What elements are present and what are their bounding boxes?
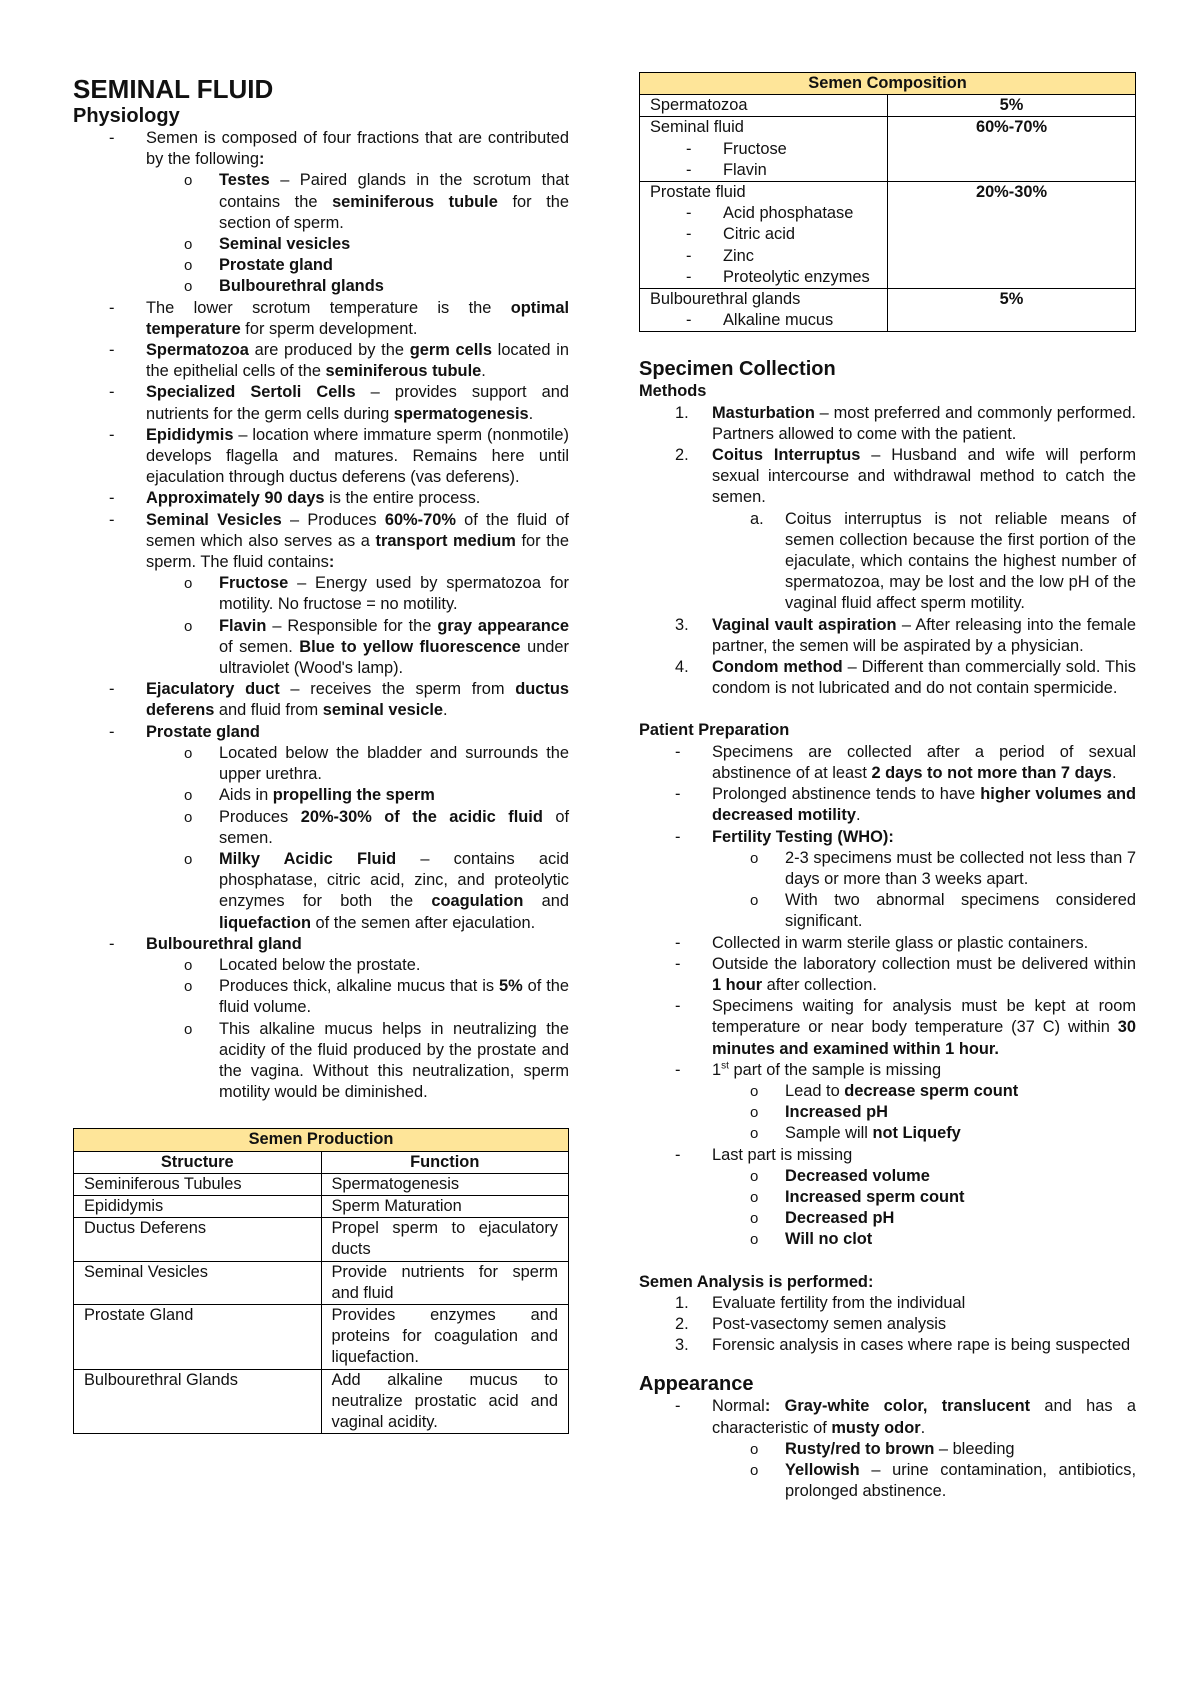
physiology-subitem-text: Located below the prostate. <box>219 955 421 974</box>
method-sublist <box>712 509 1136 615</box>
circle-bullet: o <box>750 1231 759 1249</box>
dash-bullet: - <box>686 225 692 244</box>
circle-bullet: o <box>750 1188 759 1206</box>
prep-subitem <box>639 890 1136 932</box>
method-item <box>639 445 1136 615</box>
physiology-subitem <box>73 955 569 976</box>
prep-subitem-text: Decreased pH <box>785 1209 895 1228</box>
production-row <box>74 1195 569 1217</box>
circle-bullet: o <box>184 172 193 190</box>
function-cell: Spermatogenesis <box>321 1173 569 1195</box>
production-row <box>74 1304 569 1369</box>
circle-bullet: o <box>750 1461 759 1479</box>
method-subitem-text: Coitus interruptus is not reliable means of semen collection because the first portion of the ejaculate, which contains the highest number of spermatozoa, may be lost and the low pH of the vaginal fluid affect sperm motility. <box>785 509 1136 613</box>
component-name: Spermatozoa <box>650 96 748 115</box>
physiology-subitem <box>73 255 569 276</box>
analysis-text: Post-vasectomy semen analysis <box>712 1314 947 1333</box>
physiology-subitem-text: This alkaline mucus helps in neutralizing the acidity of the fluid produced by the prostate and the vagina. Without this neutralization, sperm motility would be diminished. <box>219 1019 569 1102</box>
circle-bullet: o <box>184 744 193 762</box>
dash-bullet: - <box>109 341 115 360</box>
percentage-cell: 5% <box>888 289 1136 332</box>
physiology-item <box>73 298 569 340</box>
prep-item-text: Specimens waiting for analysis must be kept at room temperature or near body temperature (37 C) within 30 minutes and examined within 1 hour. <box>712 997 1136 1058</box>
physiology-item-text: The lower scrotum temperature is the optimal temperature for sperm development. <box>146 298 569 338</box>
dash-bullet: - <box>675 997 681 1016</box>
physiology-item <box>73 488 569 509</box>
physiology-subitem <box>73 976 569 1018</box>
physiology-subitem-text: Bulbourethral glands <box>219 277 384 296</box>
circle-bullet: o <box>750 849 759 867</box>
dash-bullet: - <box>686 311 692 330</box>
dash-bullet: - <box>686 139 692 158</box>
component-name: Bulbourethral glands <box>650 290 801 309</box>
appearance-subitem <box>639 1439 1136 1460</box>
component-subitem <box>650 203 877 224</box>
method-number: 1. <box>675 403 689 422</box>
dash-bullet: - <box>675 827 681 846</box>
physiology-subitem-text: Milky Acidic Fluid – contains acid phosphatase, citric acid, zinc, and proteolytic enzymes for both the coagulation and liquefaction of the semen after ejaculation. <box>219 849 569 932</box>
physiology-item-text: Ejaculatory duct – receives the sperm from ductus deferens and fluid from seminal vesicle. <box>146 680 569 720</box>
physiology-list <box>73 128 569 1103</box>
dash-bullet: - <box>686 267 692 286</box>
physiology-item-text: Seminal Vesicles – Produces 60%-70% of the fluid of semen which also serves as a transport medium for the sperm. The fluid contains: <box>146 510 569 572</box>
composition-row <box>640 95 1136 117</box>
prep-item-text: 1st part of the sample is missing <box>712 1060 942 1079</box>
prep-item <box>639 827 1136 933</box>
prep-subitem-text: Lead to decrease sperm count <box>785 1081 1019 1100</box>
component-subitem <box>650 224 877 245</box>
function-column-header: Function <box>321 1151 569 1173</box>
physiology-item-text: Bulbourethral gland <box>146 934 302 953</box>
physiology-subitem <box>73 234 569 255</box>
dash-bullet: - <box>109 383 115 402</box>
physiology-subitem <box>73 276 569 297</box>
appearance-subitem-text: Yellowish – urine contamination, antibiotics, prolonged abstinence. <box>785 1460 1136 1501</box>
dash-bullet: - <box>686 204 692 223</box>
physiology-subitem <box>73 573 569 615</box>
circle-bullet: o <box>184 278 193 296</box>
component-sublist <box>650 310 877 331</box>
prep-item-text: Specimens are collected after a period of sexual abstinence of at least 2 days to not more than 7 days. <box>712 742 1136 782</box>
prep-subitem <box>639 1166 1136 1187</box>
dash-bullet: - <box>109 489 115 508</box>
component-sublist <box>650 139 877 181</box>
right-column <box>639 72 1136 1502</box>
physiology-item-text: Specialized Sertoli Cells – provides support and nutrients for the germ cells during spermatogenesis. <box>146 383 569 423</box>
production-row <box>74 1218 569 1261</box>
component-subitem-text: Fructose <box>723 139 787 158</box>
physiology-subitem <box>73 807 569 849</box>
prep-item <box>639 1060 1136 1145</box>
method-subitem-letter: a. <box>750 509 764 528</box>
circle-bullet: o <box>184 850 193 868</box>
component-subitem <box>650 246 877 267</box>
component-cell <box>640 95 888 117</box>
circle-bullet: o <box>750 1210 759 1228</box>
method-text: Vaginal vault aspiration – After releasing into the female partner, the semen will be aspirated by a physician. <box>712 615 1136 655</box>
physiology-item <box>73 340 569 382</box>
dash-bullet: - <box>109 722 115 741</box>
dash-bullet: - <box>675 954 681 973</box>
prep-item <box>639 996 1136 1060</box>
methods-heading: Methods <box>639 382 707 401</box>
analysis-item <box>639 1335 1136 1356</box>
appearance-heading: Appearance <box>639 1373 754 1396</box>
circle-bullet: o <box>750 1167 759 1185</box>
prep-subitem-text: 2-3 specimens must be collected not less than 7 days or more than 3 weeks apart. <box>785 848 1136 888</box>
component-cell <box>640 117 888 182</box>
prep-subitem-text: Increased pH <box>785 1103 888 1122</box>
physiology-item <box>73 934 569 1104</box>
prep-item-text: Outside the laboratory collection must be delivered within 1 hour after collection. <box>712 954 1136 994</box>
production-row <box>74 1369 569 1434</box>
semen-composition-caption: Semen Composition <box>640 73 1136 95</box>
prep-item <box>639 784 1136 826</box>
analysis-text: Evaluate fertility from the individual <box>712 1293 966 1312</box>
appearance-item <box>639 1396 1136 1502</box>
circle-bullet: o <box>750 1440 759 1458</box>
methods-list <box>639 403 1136 700</box>
prep-subitem-text: Decreased volume <box>785 1166 930 1185</box>
physiology-subitem-text: Located below the bladder and surrounds the upper urethra. <box>219 743 569 784</box>
prep-sublist <box>712 1081 1136 1145</box>
component-name: Seminal fluid <box>650 118 744 137</box>
semen-production-caption: Semen Production <box>74 1129 569 1151</box>
prep-subitem <box>639 848 1136 890</box>
function-cell: Sperm Maturation <box>321 1195 569 1217</box>
appearance-sublist <box>712 1439 1136 1503</box>
component-subitem-text: Proteolytic enzymes <box>723 267 870 286</box>
component-name: Prostate fluid <box>650 183 746 202</box>
prep-subitem <box>639 1187 1136 1208</box>
physiology-subitem-text: Prostate gland <box>219 256 333 275</box>
physiology-subitem-text: Produces thick, alkaline mucus that is 5% of the fluid volume. <box>219 977 569 1017</box>
physiology-item <box>73 679 569 721</box>
component-subitem-text: Citric acid <box>723 225 795 244</box>
analysis-text: Forensic analysis in cases where rape is being suspected <box>712 1336 1131 1355</box>
circle-bullet: o <box>184 236 193 254</box>
patient-preparation-list <box>639 742 1136 1251</box>
component-sublist <box>650 203 877 288</box>
appearance-subitem-text: Rusty/red to brown – bleeding <box>785 1439 1015 1458</box>
function-cell: Provides enzymes and proteins for coagulation and liquefaction. <box>321 1304 569 1369</box>
composition-row <box>640 289 1136 332</box>
circle-bullet: o <box>184 617 193 635</box>
dash-bullet: - <box>675 1145 681 1164</box>
physiology-subitem-text: Testes – Paired glands in the scrotum that contains the seminiferous tubule for the section of sperm. <box>219 171 569 232</box>
analysis-number: 1. <box>675 1293 689 1312</box>
method-text: Condom method – Different than commercially sold. This condom is not lubricated and do not contain spermicide. <box>712 658 1137 698</box>
function-cell: Propel sperm to ejaculatory ducts <box>321 1218 569 1261</box>
circle-bullet: o <box>184 978 193 996</box>
analysis-item <box>639 1314 1136 1335</box>
appearance-list <box>639 1396 1136 1502</box>
prep-subitem <box>639 1081 1136 1102</box>
physiology-subitem <box>73 1019 569 1104</box>
prep-sublist <box>712 848 1136 933</box>
function-cell: Add alkaline mucus to neutralize prostatic acid and vaginal acidity. <box>321 1369 569 1434</box>
component-cell <box>640 289 888 332</box>
physiology-subitem <box>73 849 569 934</box>
structure-cell: Seminal Vesicles <box>74 1261 322 1304</box>
physiology-subitem-text: Fructose – Energy used by spermatozoa for motility. No fructose = no motility. <box>219 574 569 614</box>
patient-preparation-heading: Patient Preparation <box>639 721 790 740</box>
prep-item <box>639 933 1136 954</box>
prep-item-text: Fertility Testing (WHO): <box>712 827 894 846</box>
prep-subitem <box>639 1123 1136 1144</box>
analysis-item <box>639 1293 1136 1314</box>
physiology-subitem-text: Aids in propelling the sperm <box>219 786 435 805</box>
structure-cell: Bulbourethral Glands <box>74 1369 322 1434</box>
prep-item-text: Prolonged abstinence tends to have higher volumes and decreased motility. <box>712 785 1136 825</box>
prep-item-text: Last part is missing <box>712 1145 853 1164</box>
method-number: 2. <box>675 446 689 465</box>
dash-bullet: - <box>675 742 681 761</box>
circle-bullet: o <box>184 956 193 974</box>
dash-bullet: - <box>109 298 115 317</box>
semen-production-table <box>73 1128 569 1434</box>
dash-bullet: - <box>686 160 692 179</box>
physiology-item-text: Prostate gland <box>146 722 260 741</box>
physiology-subitem <box>73 170 569 234</box>
circle-bullet: o <box>184 787 193 805</box>
prep-subitem <box>639 1102 1136 1123</box>
specimen-collection-heading: Specimen Collection <box>639 358 836 381</box>
component-subitem-text: Acid phosphatase <box>723 204 854 223</box>
production-row <box>74 1173 569 1195</box>
component-subitem <box>650 267 877 288</box>
function-cell: Provide nutrients for sperm and fluid <box>321 1261 569 1304</box>
physiology-sublist <box>146 573 569 679</box>
semen-composition-table <box>639 72 1136 332</box>
physiology-sublist <box>146 170 569 297</box>
circle-bullet: o <box>184 808 193 826</box>
dash-bullet: - <box>109 680 115 699</box>
method-text: Masturbation – most preferred and commonly performed. Partners allowed to come with the patient. <box>712 403 1136 443</box>
physiology-subitem-text: Produces 20%-30% of the acidic fluid of semen. <box>219 807 569 847</box>
dash-bullet: - <box>109 129 115 147</box>
dash-bullet: - <box>675 1397 681 1416</box>
component-subitem <box>650 160 877 181</box>
composition-row <box>640 117 1136 182</box>
dash-bullet: - <box>686 246 692 265</box>
structure-cell: Seminiferous Tubules <box>74 1173 322 1195</box>
left-column <box>73 104 569 1434</box>
dash-bullet: - <box>109 425 115 444</box>
method-text: Coitus Interruptus – Husband and wife will perform sexual intercourse and withdrawal method to catch the semen. <box>712 446 1136 507</box>
method-subitem <box>639 509 1136 615</box>
circle-bullet: o <box>750 1104 759 1122</box>
percentage-cell: 60%-70% <box>888 117 1136 182</box>
prep-subitem <box>639 1208 1136 1229</box>
method-number: 3. <box>675 615 689 634</box>
prep-item <box>639 954 1136 996</box>
circle-bullet: o <box>184 575 193 593</box>
physiology-heading: Physiology <box>73 105 180 127</box>
component-subitem-text: Alkaline mucus <box>723 311 834 330</box>
physiology-item <box>73 510 569 680</box>
physiology-item <box>73 382 569 424</box>
dash-bullet: - <box>675 1060 681 1079</box>
component-cell <box>640 182 888 289</box>
method-item <box>639 615 1136 657</box>
percentage-cell: 20%-30% <box>888 182 1136 289</box>
prep-item-text: Collected in warm sterile glass or plastic containers. <box>712 933 1089 952</box>
dash-bullet: - <box>109 934 115 953</box>
physiology-subitem-text: Seminal vesicles <box>219 235 351 254</box>
physiology-sublist <box>146 743 569 934</box>
analysis-number: 2. <box>675 1314 689 1333</box>
prep-item <box>639 742 1136 784</box>
production-row <box>74 1261 569 1304</box>
physiology-item-text: Approximately 90 days is the entire process. <box>146 489 481 508</box>
physiology-subitem <box>73 743 569 785</box>
component-subitem <box>650 139 877 160</box>
circle-bullet: o <box>750 1082 759 1100</box>
dash-bullet: - <box>109 510 115 529</box>
physiology-item-text: Epididymis – location where immature sperm (nonmotile) develops flagella and matures. Remains here until ejaculation through ductus deferens (vas deferens). <box>146 425 569 487</box>
circle-bullet: o <box>750 892 759 910</box>
analysis-number: 3. <box>675 1336 689 1355</box>
physiology-item-text: Semen is composed of four fractions that are contributed by the following: <box>146 129 569 169</box>
method-item <box>639 657 1136 699</box>
document-title: SEMINAL FLUID <box>73 74 274 104</box>
physiology-item <box>73 722 569 934</box>
circle-bullet: o <box>184 1020 193 1038</box>
appearance-item-text: Normal: Gray-white color, translucent and has a characteristic of musty odor. <box>712 1397 1136 1437</box>
analysis-list <box>639 1293 1136 1357</box>
prep-subitem-text: Sample will not Liquefy <box>785 1124 961 1143</box>
composition-row <box>640 182 1136 289</box>
physiology-item <box>73 128 569 298</box>
dash-bullet: - <box>675 933 681 952</box>
structure-cell: Epididymis <box>74 1195 322 1217</box>
prep-sublist <box>712 1166 1136 1251</box>
physiology-subitem <box>73 785 569 806</box>
method-number: 4. <box>675 658 689 677</box>
physiology-sublist <box>146 955 569 1103</box>
appearance-subitem <box>639 1460 1136 1502</box>
component-subitem <box>650 310 877 331</box>
circle-bullet: o <box>184 257 193 275</box>
physiology-item <box>73 425 569 489</box>
method-item <box>639 403 1136 445</box>
structure-cell: Ductus Deferens <box>74 1218 322 1261</box>
prep-item <box>639 1145 1136 1251</box>
component-subitem-text: Flavin <box>723 160 767 179</box>
prep-subitem-text: With two abnormal specimens considered significant. <box>785 891 1136 931</box>
physiology-subitem-text: Flavin – Responsible for the gray appearance of semen. Blue to yellow fluorescence under ultraviolet (Wood's lamp). <box>219 616 569 678</box>
physiology-item-text: Spermatozoa are produced by the germ cells located in the epithelial cells of the seminiferous tubule. <box>146 341 570 381</box>
prep-subitem-text: Increased sperm count <box>785 1187 965 1206</box>
physiology-subitem <box>73 616 569 680</box>
prep-subitem <box>639 1229 1136 1250</box>
structure-cell: Prostate Gland <box>74 1304 322 1369</box>
circle-bullet: o <box>750 1125 759 1143</box>
structure-column-header: Structure <box>74 1151 322 1173</box>
dash-bullet: - <box>675 785 681 804</box>
percentage-cell: 5% <box>888 95 1136 117</box>
analysis-heading: Semen Analysis is performed: <box>639 1272 874 1291</box>
component-subitem-text: Zinc <box>723 246 754 265</box>
prep-subitem-text: Will no clot <box>785 1230 873 1249</box>
